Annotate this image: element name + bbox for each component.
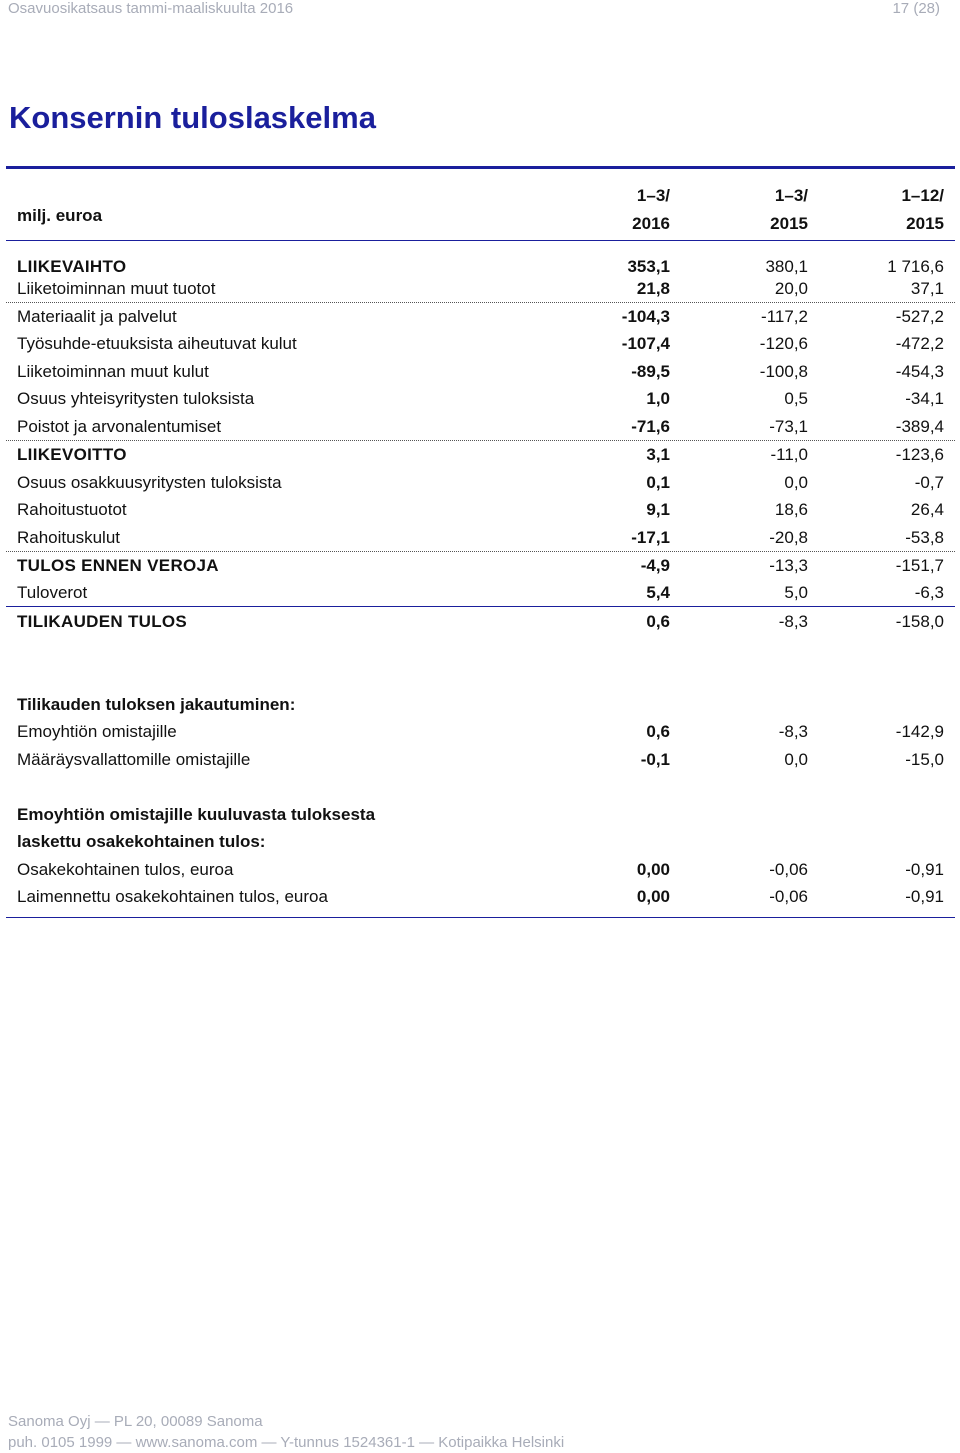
eps-heading-line2: laskettu osakekohtainen tulos:: [17, 832, 266, 851]
table-bottom-rule: [6, 917, 955, 918]
eps-heading: Emoyhtiön omistajille kuuluvasta tuloksesta: [17, 805, 376, 824]
column-header-q1-2016: 1–3/ 2016: [632, 186, 670, 233]
table-row: TILIKAUDEN TULOS 0,6 -8,3 -158,0: [17, 612, 944, 631]
page-title: Konsernin tuloslaskelma: [9, 100, 376, 135]
table-row: Poistot ja arvonalentumiset -71,6 -73,1 -389,4: [17, 417, 944, 436]
header-rule: [6, 240, 955, 241]
table-row: Osuus yhteisyritysten tuloksista 1,0 0,5 -34,1: [17, 389, 944, 408]
column-header-q1-2015: 1–3/ 2015: [770, 186, 808, 233]
table-row: Liiketoiminnan muut tuotot 21,8 20,0 37,1: [17, 279, 944, 298]
table-row: Emoyhtiön omistajille 0,6 -8,3 -142,9: [17, 722, 944, 741]
report-header: Osavuosikatsaus tammi-maaliskuulta 2016: [8, 0, 294, 17]
table-row: Laimennettu osakekohtainen tulos, euroa 0,00 -0,06 -0,91: [17, 887, 944, 906]
row-divider: [6, 606, 955, 607]
footer-address: Sanoma Oyj — PL 20, 00089 Sanoma: [8, 1413, 263, 1430]
table-header: [0, 176, 960, 238]
page-number: 17 (28): [892, 0, 940, 17]
table-row: Tuloverot 5,4 5,0 -6,3: [17, 583, 944, 602]
distribution-heading: Tilikauden tuloksen jakautuminen:: [17, 695, 296, 714]
table-row: Työsuhde-etuuksista aiheutuvat kulut -107,4 -120,6 -472,2: [17, 334, 944, 353]
table-row: LIIKEVOITTO 3,1 -11,0 -123,6: [17, 445, 944, 464]
unit-label: milj. euroa: [17, 206, 103, 225]
table-row: Määräysvallattomille omistajille -0,1 0,0 -15,0: [17, 750, 944, 769]
table-row: Osuus osakkuusyritysten tuloksista 0,1 0,0 -0,7: [17, 473, 944, 492]
table-row: Materiaalit ja palvelut -104,3 -117,2 -527,2: [17, 307, 944, 326]
column-header-fy-2015: 1–12/ 2015: [901, 186, 944, 233]
footer-contact: puh. 0105 1999 — www.sanoma.com — Y-tunnus 1524361-1 — Kotipaikka Helsinki: [8, 1434, 565, 1451]
table-row: Rahoitustuotot 9,1 18,6 26,4: [17, 500, 944, 519]
table-row: Rahoituskulut -17,1 -20,8 -53,8: [17, 528, 944, 547]
table-row: TULOS ENNEN VEROJA -4,9 -13,3 -151,7: [17, 556, 944, 575]
top-rule: [6, 166, 955, 169]
table-row: Liiketoiminnan muut kulut -89,5 -100,8 -454,3: [17, 362, 944, 381]
table-row: LIIKEVAIHTO 353,1 380,1 1 716,6: [17, 257, 944, 276]
table-row: Osakekohtainen tulos, euroa 0,00 -0,06 -0,91: [17, 860, 944, 879]
